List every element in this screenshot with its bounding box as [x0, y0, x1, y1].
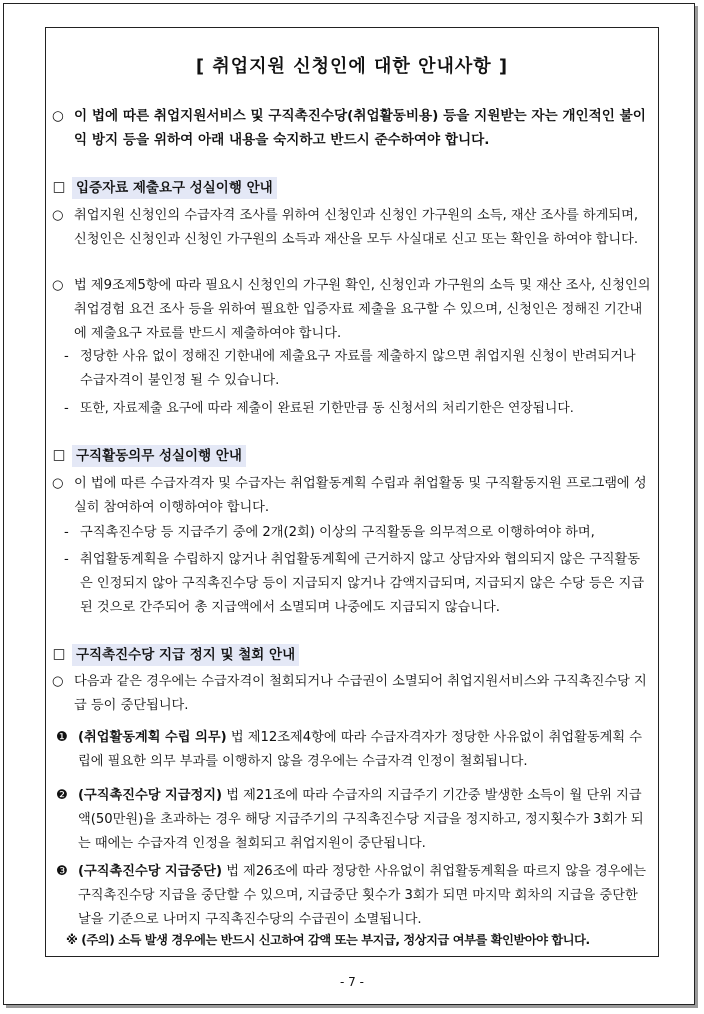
- square-bullet-icon: □: [52, 646, 66, 662]
- list-item: [52, 472, 652, 520]
- item-text: 법 제26조에 따라 정당한 사유없이 취업활동계획을 따르지 않을 경우에는 구직촉진수당 지급을 중단할 수 있으며, 지급중단 횟수가 3회가 되면 마지막 회차의 지급을 중단한 날을 기준으로 나머지 구직촉진수당의 수급권이 소멸됩니다.: [78, 864, 646, 927]
- dash-bullet-icon: -: [64, 401, 69, 416]
- list-item: [64, 397, 652, 421]
- list-item: [64, 345, 652, 393]
- list-item-text: 정당한 사유 없이 정해진 기한내에 제출요구 자료를 제출하지 않으면 취업지원 신청이 반려되거나 수급자격이 불인정 될 수 있습니다.: [80, 349, 636, 388]
- list-item: [52, 204, 652, 252]
- circle-bullet-icon: ○: [52, 674, 64, 689]
- number-two-icon: ❷: [56, 788, 68, 803]
- section-heading-label: 구직활동의무 성실이행 안내: [72, 445, 246, 467]
- dash-bullet-icon: -: [64, 525, 69, 540]
- square-bullet-icon: □: [52, 447, 66, 463]
- item-lead: (구직촉진수당 지급정지): [78, 788, 223, 803]
- number-three-icon: ❸: [56, 864, 68, 879]
- caution-note: ※ (주의) 소득 발생 경우에는 반드시 신고하여 감액 또는 부지급, 정상지급 여부를 확인받아야 합니다.: [66, 933, 590, 947]
- circle-bullet-icon: ○: [52, 278, 64, 293]
- page-number: - 7 -: [340, 975, 364, 989]
- item-lead: (취업활동계획 수립 의무): [78, 730, 227, 745]
- list-item-text: 취업지원 신청인의 수급자격 조사를 위하여 신청인과 신청인 가구원의 소득, 재산 조사를 하게되며, 신청인은 신청인과 신청인 가구원의 소득과 재산을 모두 사실대로 신고 또는 확인을 하여야 합니다.: [74, 208, 639, 247]
- circle-bullet-icon: ○: [52, 476, 64, 491]
- circle-bullet-icon: ○: [52, 208, 64, 223]
- list-item: [64, 521, 652, 545]
- intro-paragraph: [52, 104, 652, 152]
- number-one-icon: ❶: [56, 730, 68, 745]
- list-item-text: 다음과 같은 경우에는 수급자격이 철회되거나 수급권이 소멸되어 취업지원서비스와 구직촉진수당 지급 등이 중단됩니다.: [74, 674, 647, 713]
- page-title: [ 취업지원 신청인에 대한 안내사항 ]: [195, 56, 509, 77]
- list-item-text: 구직촉진수당 등 지급주기 중에 2개(2회) 이상의 구직활동을 의무적으로 이행하여야 하며,: [80, 525, 595, 540]
- list-item-text: 이 법에 따른 수급자격자 및 수급자는 취업활동계획 수립과 취업활동 및 구직활동지원 프로그램에 성실히 참여하여 이행하여야 합니다.: [74, 476, 647, 515]
- list-item-text: 취업활동계획을 수립하지 않거나 취업활동계획에 근거하지 않고 상담자와 협의되지 않은 구직활동은 인정되지 않아 구직촉진수당 등이 지급되지 않거나 감액지급되며, 지급되지 않은 수당 등은 지급된 것으로 간주되어 총 지급액에서 소멸되며 나중에도 지급되지 않습니다.: [80, 552, 645, 615]
- item-lead: (구직촉진수당 지급중단): [78, 864, 223, 879]
- list-item: [52, 274, 652, 346]
- section-heading-label: 입증자료 제출요구 성실이행 안내: [72, 177, 277, 199]
- item-text: 법 제21조에 따라 수급자의 지급주기 기간중 발생한 소득이 월 단위 지급액(50만원)을 초과하는 경우 해당 지급주기의 구직촉진수당 지급을 정지하고, 정지횟수가 3회가 되는 때에는 수급자격 인정을 철회되고 취업지원이 중단됩니다.: [78, 788, 644, 851]
- list-item-text: 또한, 자료제출 요구에 따라 제출이 완료된 기한만큼 동 신청서의 처리기한은 연장됩니다.: [80, 401, 574, 416]
- list-item-text: 법 제9조제5항에 따라 필요시 신청인의 가구원 확인, 신청인과 가구원의 소득 및 재산 조사, 신청인의 취업경험 요건 조사 등을 위하여 필요한 입증자료 제출을 요구할 수 있으며, 신청인은 정해진 기간내에 제출요구 자료를 반드시 제출하여야 합니다.: [74, 278, 651, 341]
- dash-bullet-icon: -: [64, 349, 69, 364]
- dash-bullet-icon: -: [64, 552, 69, 567]
- numbered-item: [56, 784, 652, 856]
- numbered-item: [56, 860, 652, 932]
- section-heading-label: 구직촉진수당 지급 정지 및 철회 안내: [72, 644, 299, 666]
- item-text: 법 제12조제4항에 따라 수급자격자가 정당한 사유없이 취업활동계획 수립에 필요한 의무 부과를 이행하지 않을 경우에는 수급자격 인정이 철회됩니다.: [78, 730, 643, 769]
- list-item: [64, 548, 652, 620]
- list-item: [52, 670, 652, 718]
- circle-bullet-icon: ○: [52, 108, 64, 124]
- intro-text: 이 법에 따른 취업지원서비스 및 구직촉진수당(취업활동비용) 등을 지원받는 자는 개인적인 불이익 방지 등을 위하여 아래 내용을 숙지하고 반드시 준수하여야 합니다.: [74, 108, 646, 148]
- numbered-item: [56, 726, 652, 774]
- square-bullet-icon: □: [52, 179, 66, 195]
